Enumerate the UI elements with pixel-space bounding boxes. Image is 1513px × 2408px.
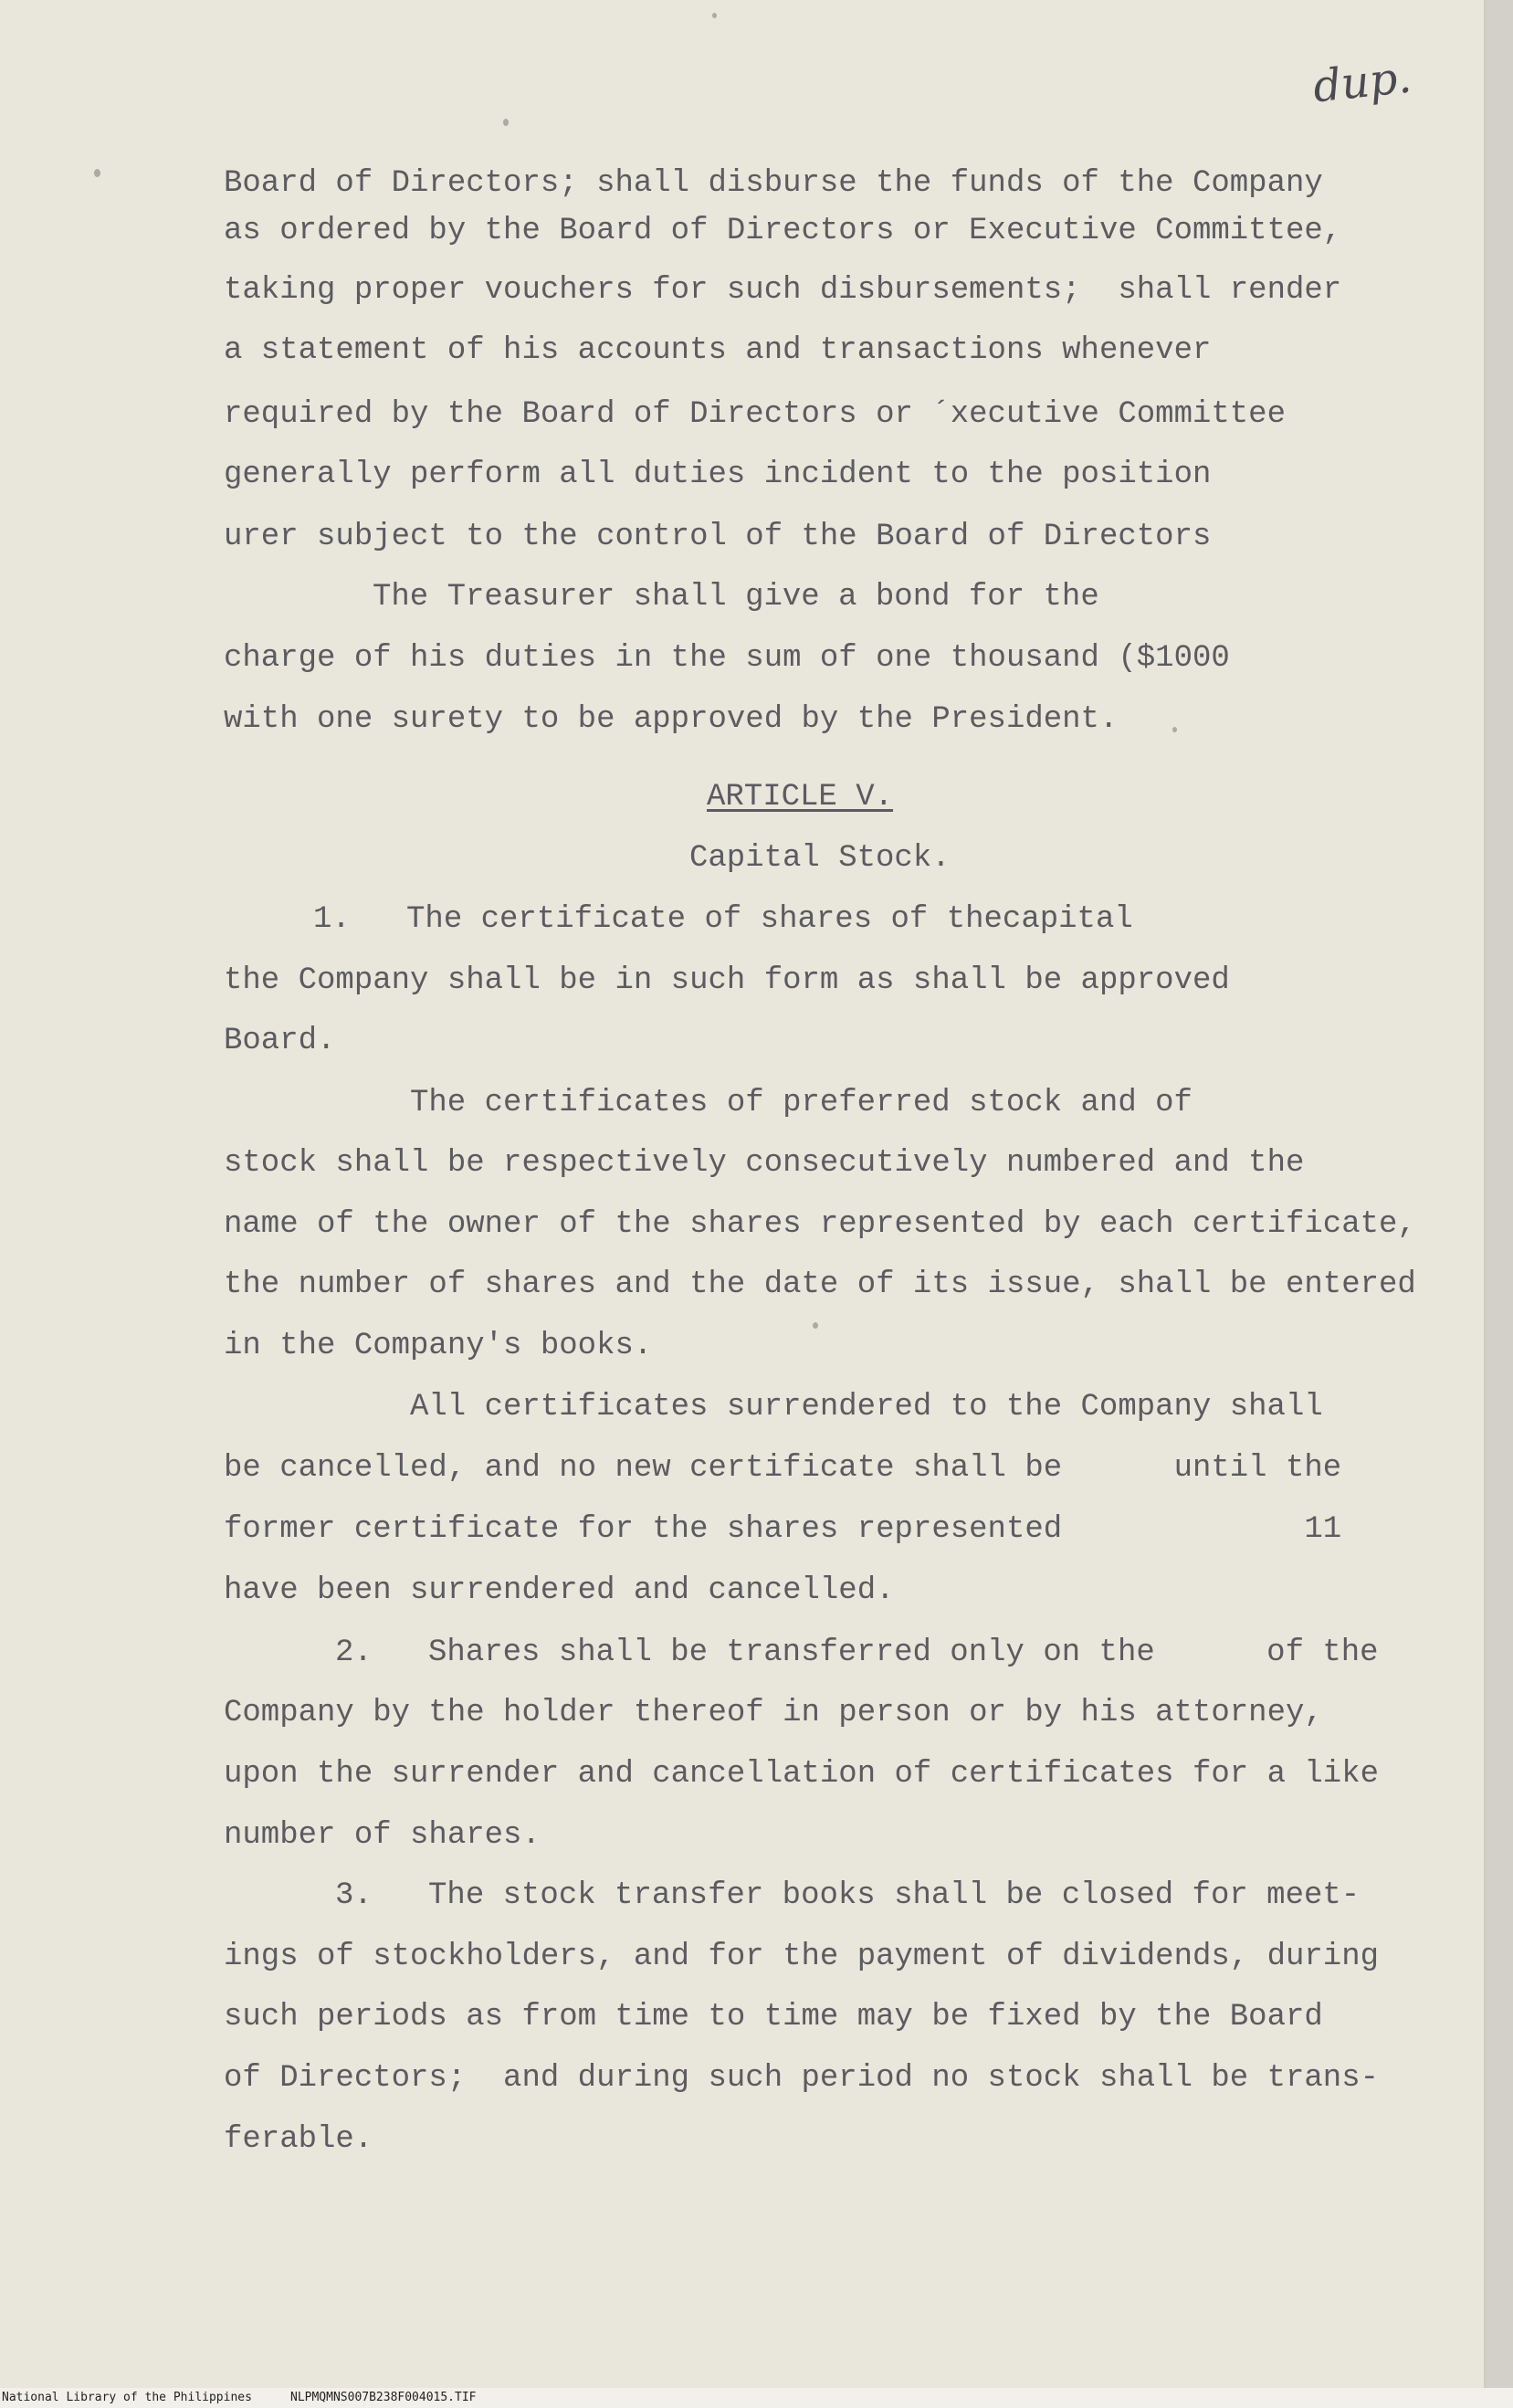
text-line: charge of his duties in the sum of one thousand ($1000	[224, 641, 1230, 676]
text-line: as ordered by the Board of Directors or Executive Committee,	[224, 214, 1342, 248]
text-line: taking proper vouchers for such disbursements; shall render	[224, 273, 1342, 308]
text-line: have been surrendered and cancelled.	[224, 1573, 895, 1608]
article-subheading: Capital Stock.	[689, 841, 951, 876]
text-line: The certificates of preferred stock and of	[410, 1086, 1193, 1120]
text-line: ings of stockholders, and for the payment of dividends, during	[224, 1940, 1380, 1974]
text-line: the number of shares and the date of its issue, shall be entered	[224, 1267, 1416, 1302]
ink-speck	[1172, 727, 1177, 732]
page-edge	[1486, 0, 1513, 2388]
text-line: in the Company's books.	[224, 1329, 653, 1363]
text-line: number of shares.	[224, 1818, 541, 1853]
text-line: generally perform all duties incident to the position	[224, 457, 1212, 492]
text-line: ferable.	[224, 2122, 373, 2157]
text-line: upon the surrender and cancellation of certificates for a like	[224, 1757, 1380, 1792]
text-line: name of the owner of the shares represented by each certificate,	[224, 1207, 1416, 1242]
text-line: Board.	[224, 1024, 336, 1058]
text-line: 1. The certificate of shares of thecapital	[313, 902, 1133, 937]
text-line: Board of Directors; shall disburse the funds of the Company	[224, 166, 1323, 201]
ink-speck	[94, 169, 100, 177]
ink-speck	[813, 1322, 818, 1329]
ink-speck	[712, 13, 717, 18]
text-line: with one surety to be approved by the President.	[224, 702, 1119, 737]
text-line: The Treasurer shall give a bond for the	[373, 580, 1099, 615]
text-line: of Directors; and during such period no stock shall be trans-	[224, 2061, 1380, 2096]
text-line: former certificate for the shares represented 11	[224, 1512, 1342, 1547]
text-line: stock shall be respectively consecutively numbered and the	[224, 1146, 1305, 1181]
footer-filename: NLPMQMNS007B238F004015.TIF	[290, 2391, 477, 2404]
text-line: a statement of his accounts and transactions whenever	[224, 333, 1212, 368]
text-line: required by the Board of Directors or ´xecutive Committee	[224, 397, 1286, 432]
article-heading: ARTICLE V.	[707, 780, 894, 815]
handwritten-annotation: dup.	[1310, 51, 1414, 113]
footer-library: National Library of the Philippines	[2, 2391, 252, 2404]
ink-speck	[503, 119, 509, 126]
scan-footer	[0, 2388, 1513, 2408]
text-line: urer subject to the control of the Board of Directors	[224, 520, 1212, 554]
text-line: 3. The stock transfer books shall be closed for meet-	[335, 1878, 1361, 1913]
text-line: the Company shall be in such form as shall be approved	[224, 963, 1230, 998]
text-line: 2. Shares shall be transferred only on the of the	[335, 1635, 1379, 1670]
text-line: Company by the holder thereof in person or by his attorney,	[224, 1696, 1323, 1730]
text-line: be cancelled, and no new certificate shall be until the	[224, 1451, 1342, 1486]
text-line: such periods as from time to time may be fixed by the Board	[224, 2000, 1323, 2035]
text-line: All certificates surrendered to the Company shall	[410, 1390, 1323, 1425]
